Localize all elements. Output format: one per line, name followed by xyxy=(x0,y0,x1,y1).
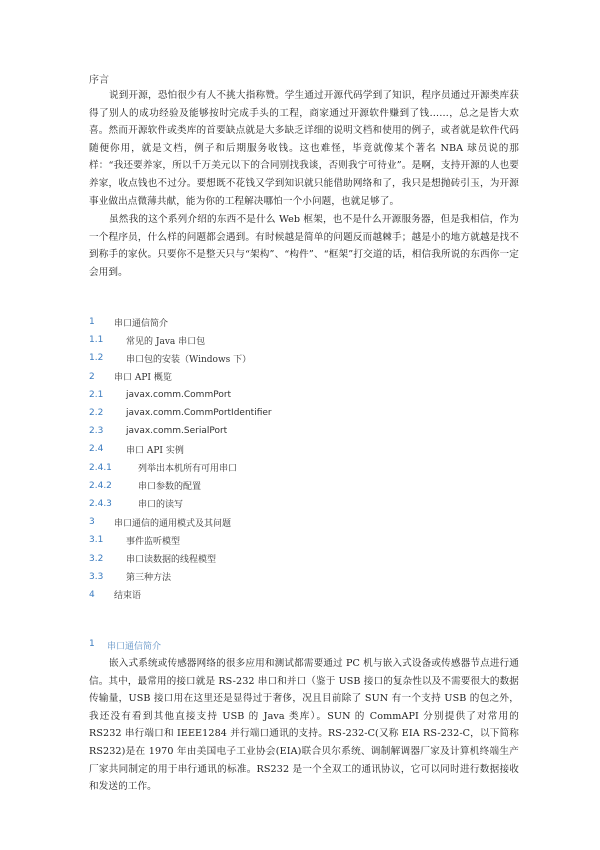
toc-number: 1.2 xyxy=(89,353,104,364)
toc-number: 3.2 xyxy=(89,553,104,564)
toc-entry[interactable] xyxy=(89,495,389,513)
toc-entry[interactable] xyxy=(89,477,389,495)
toc-number: 2.2 xyxy=(89,408,104,419)
toc-label: 列举出本机所有可用串口 xyxy=(138,464,238,475)
toc-entry[interactable] xyxy=(89,549,389,567)
toc-number: 3 xyxy=(89,517,95,528)
toc-number: 2.1 xyxy=(89,389,104,400)
toc-number: 3.1 xyxy=(89,535,104,546)
toc-entry[interactable] xyxy=(89,422,389,440)
toc-entry[interactable] xyxy=(89,404,389,422)
toc-label: 串口通信简介 xyxy=(114,318,169,329)
toc-number: 4 xyxy=(89,589,95,600)
toc-label: 常见的 Java 串口包 xyxy=(126,336,206,347)
table-of-contents xyxy=(89,313,389,604)
toc-label: javax.comm.CommPortIdentifier xyxy=(126,408,272,419)
preface-paragraph-2: 虽然我的这个系列介绍的东西不是什么 Web 框架，也不是什么开源服务器，但是我相信，作为一个程序员，什么样的问题都会遇到。有时候越是简单的问题反而越棘手；越是小的地方就越是找不到称手的家伙。只要你不是整天只与“架构”、“构件”、“框架”打交道的话，相信我所说的东西你一定会用到。 xyxy=(89,214,519,278)
toc-label: 串口参数的配置 xyxy=(138,482,202,493)
preface-title: 序言 xyxy=(89,75,109,86)
toc-entry[interactable] xyxy=(89,531,389,549)
toc-number: 1 xyxy=(89,317,95,328)
toc-label: 结束语 xyxy=(114,591,142,602)
toc-label: javax.comm.CommPort xyxy=(126,389,232,400)
toc-entry[interactable] xyxy=(89,349,389,367)
section-heading xyxy=(89,639,161,652)
toc-label: 串口通信的通用模式及其问题 xyxy=(114,518,232,529)
toc-entry[interactable] xyxy=(89,440,389,458)
section-paragraph: 嵌入式系统或传感器网络的很多应用和测试都需要通过 PC 机与嵌入式设备或传感器节点进行通信。其中，最常用的接口就是 RS-232 串口和并口（鉴于 USB 接口的复杂性以及不需要很大的数据传输量，USB 接口用在这里还是显得过于奢侈，况且目前除了 SUN 有一个支持 USB 的包之外，我还没有看到其他直接支持 USB 的 Java 类库）。SUN 的 CommAPI 分别提供了对常用的 RS232 串行端口和 IEEE1284 并行端口通讯的支持。RS-232-C(又称 EIA RS-232-C，以下简称 RS232)是在 1970 年由美国电子工业协会(EIA)联合贝尔系统、调制解调器厂家及计算机终端生产厂家共同制定的用于串行通讯的标准。RS232 是一个全双工的通讯协议，它可以同时进行数据接收和发送的工作。 xyxy=(89,658,519,793)
section-title: 串口通信简介 xyxy=(107,642,162,652)
toc-entry[interactable] xyxy=(89,459,389,477)
toc-entry[interactable] xyxy=(89,386,389,404)
toc-number: 2 xyxy=(89,371,95,382)
toc-label: 串口的读写 xyxy=(138,500,184,511)
toc-number: 2.4.1 xyxy=(89,462,112,473)
toc-label: 事件监听模型 xyxy=(126,536,181,547)
toc-label: 串口包的安装（Windows 下） xyxy=(126,354,252,365)
toc-number: 2.4 xyxy=(89,444,104,455)
toc-entry[interactable] xyxy=(89,513,389,531)
toc-number: 1.1 xyxy=(89,335,104,346)
toc-entry[interactable] xyxy=(89,568,389,586)
toc-number: 3.3 xyxy=(89,571,104,582)
toc-entry[interactable] xyxy=(89,368,389,386)
toc-label: 串口读数据的线程模型 xyxy=(126,555,217,566)
toc-number: 2.4.3 xyxy=(89,498,112,509)
preface-paragraph-1: 说到开源，恐怕很少有人不挑大指称赞。学生通过开源代码学到了知识，程序员通过开源类库获得了别人的成功经验及能够按时完成手头的工程，商家通过开源软件赚到了钱……，总之是皆大欢喜。然而开源软件或类库的首要缺点就是大多缺乏详细的说明文档和使用的例子，或者就是软件代码随便你用，就是文档，例子和后期服务收钱。这也难怪，毕竟就像某个著名 NBA 球员说的那样：“我还要养家，所以千万美元以下的合同别找我谈，否则我宁可待业”。是啊，支持开源的人也要养家，收点钱也不过分。要想既不花钱又学到知识就只能借助网络和了，我只是想抛砖引玉，为开源事业做出点微薄共献，能为你的工程解决哪怕一个小问题，也就足够了。 xyxy=(89,90,519,207)
toc-label: 第三种方法 xyxy=(126,573,172,584)
toc-entry[interactable] xyxy=(89,331,389,349)
toc-label: 串口 API 实例 xyxy=(126,445,184,456)
toc-label: javax.comm.SerialPort xyxy=(126,426,228,437)
section-number: 1 xyxy=(89,639,95,649)
toc-label: 串口 API 概览 xyxy=(114,373,172,384)
toc-entry[interactable] xyxy=(89,313,389,331)
toc-entry[interactable] xyxy=(89,586,389,604)
toc-number: 2.4.2 xyxy=(89,480,112,491)
toc-number: 2.3 xyxy=(89,426,104,437)
